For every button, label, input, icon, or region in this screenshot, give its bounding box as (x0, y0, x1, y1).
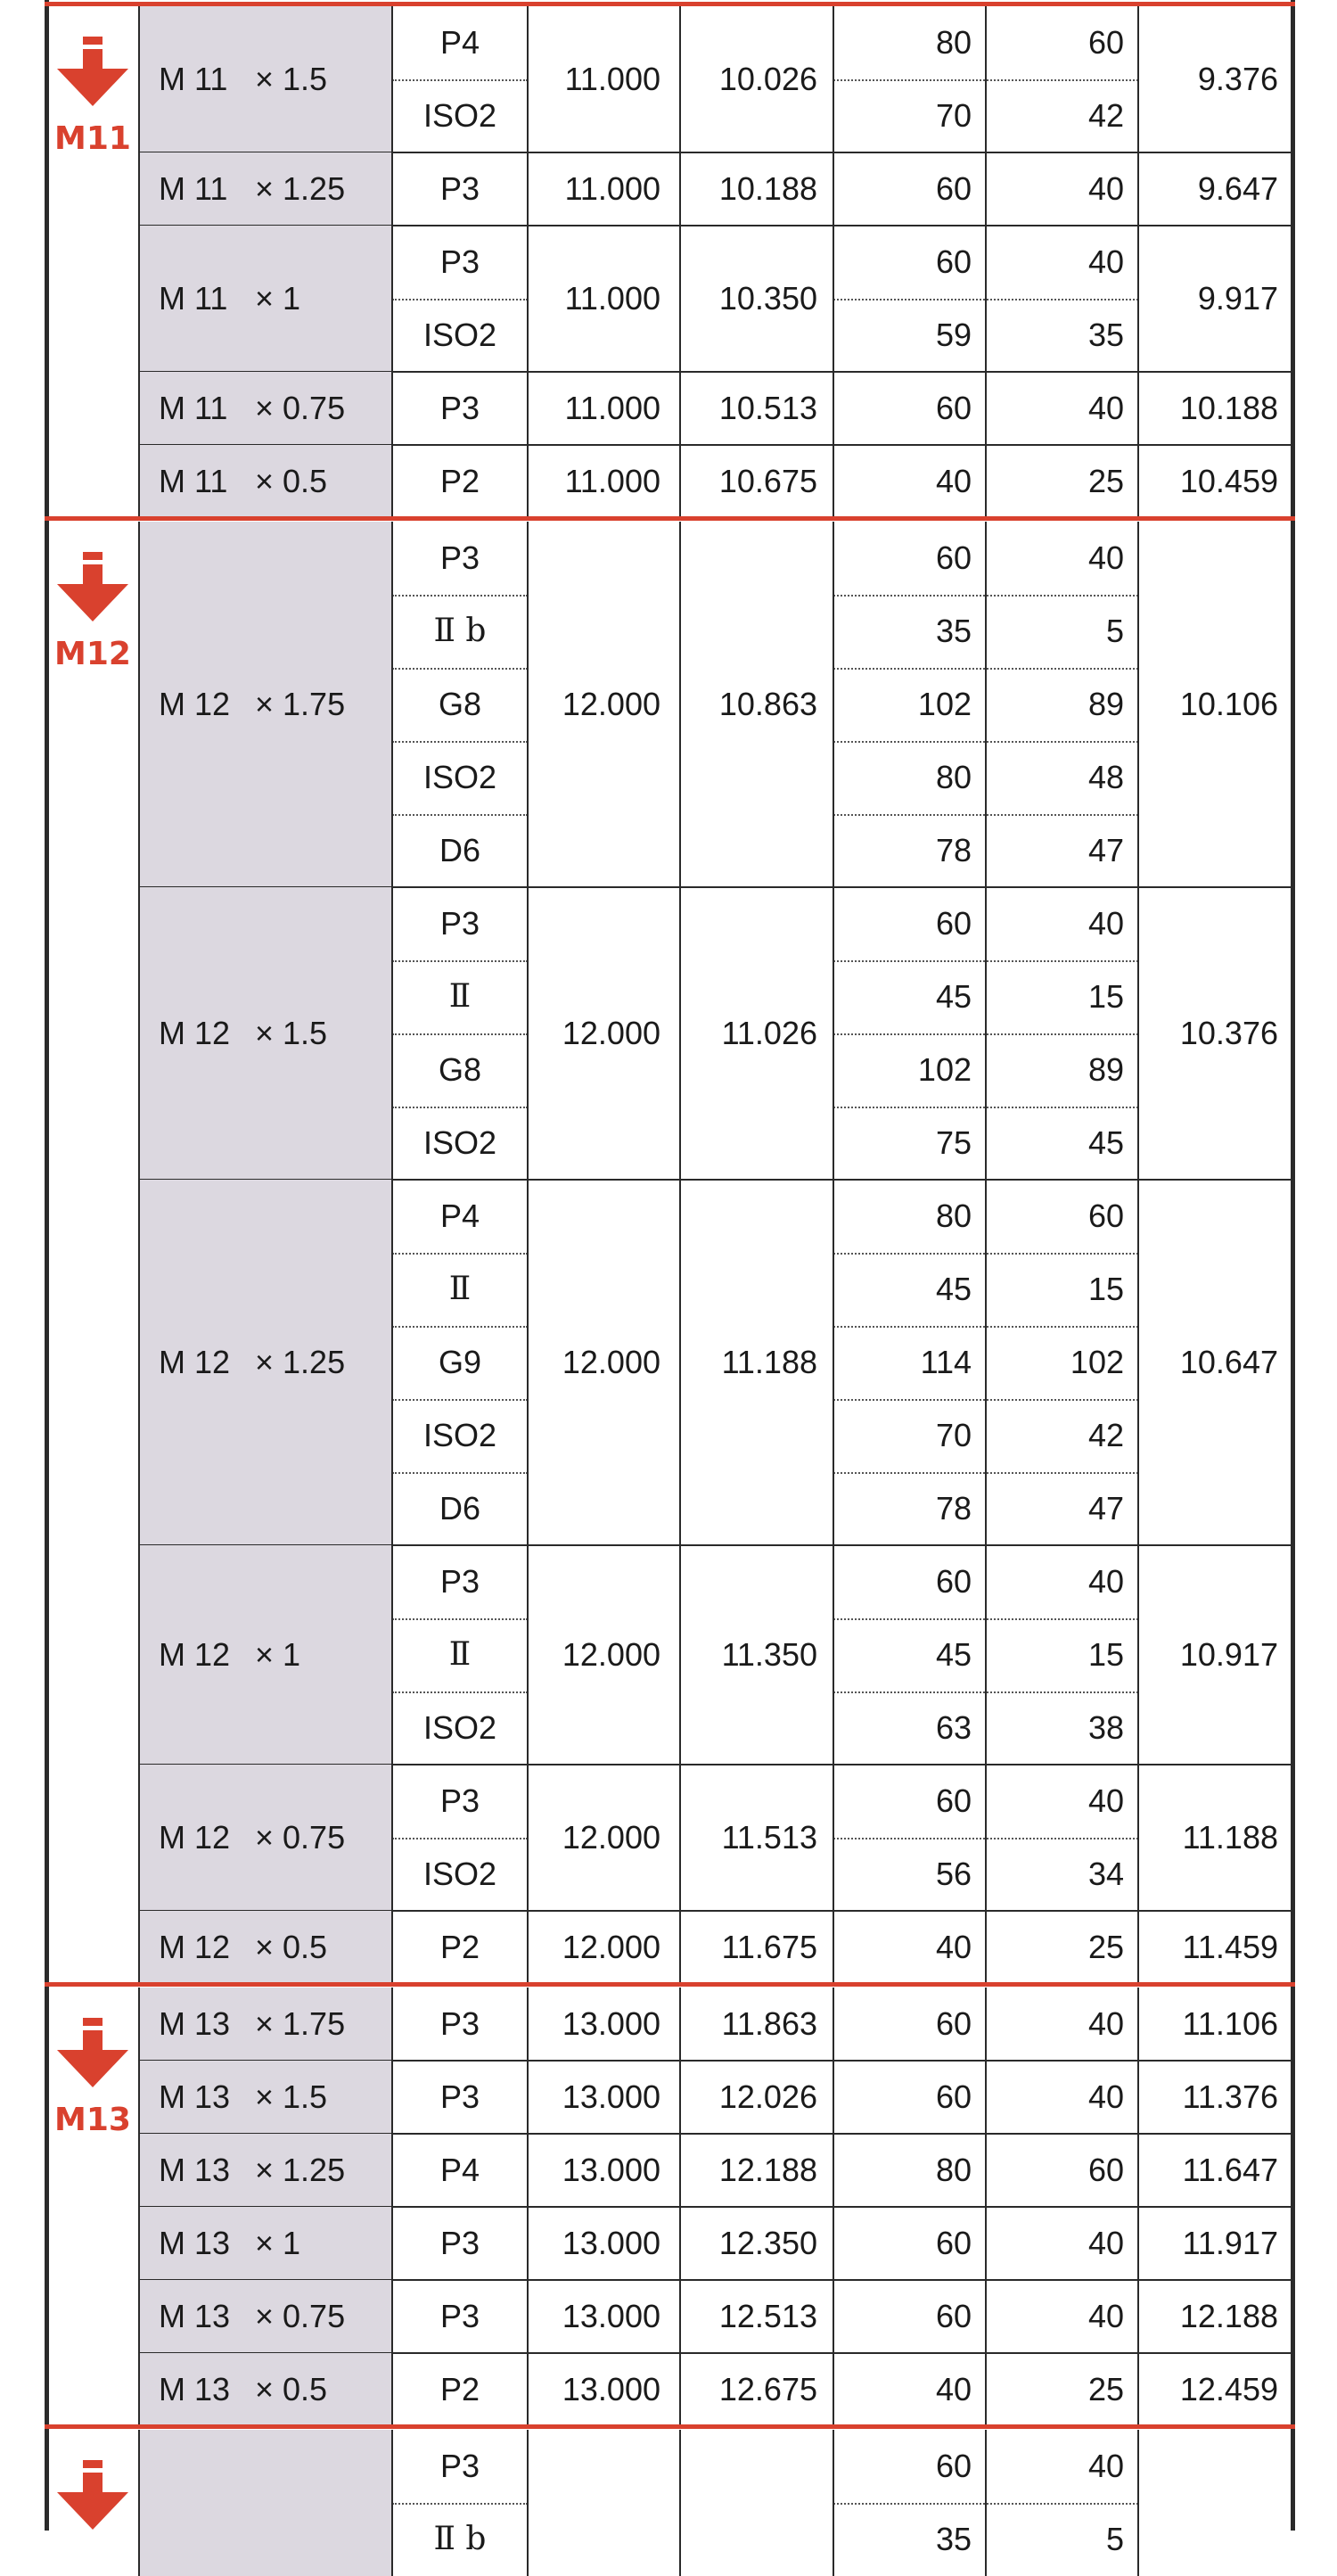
pitch-diameter: 11.513 (721, 1819, 817, 1856)
value-a: 35 (935, 2521, 972, 2557)
value-b: 40 (1087, 539, 1124, 576)
column-divider (527, 2430, 529, 2576)
tolerance-class: D6 (439, 832, 481, 868)
minor-diameter: 10.459 (1179, 463, 1278, 499)
tolerance-class: P2 (439, 1929, 480, 1965)
major-diameter: 12.000 (562, 1819, 660, 1856)
value-a: 80 (935, 759, 972, 795)
size-designation (139, 2353, 392, 2426)
value-a: 45 (935, 1271, 972, 1307)
value-a: 78 (935, 1490, 972, 1527)
tolerance-class: Ⅱ (448, 1636, 472, 1673)
group-label: M13 (54, 2102, 131, 2138)
value-b: 40 (1087, 170, 1124, 207)
size-designation (139, 226, 392, 372)
value-b: 25 (1087, 2371, 1124, 2407)
value-a: 102 (917, 686, 972, 722)
value-a: 60 (935, 2448, 972, 2484)
thread-pitch: × 1.5 (255, 61, 328, 97)
value-b: 35 (1087, 317, 1124, 353)
tolerance-class: ISO2 (422, 759, 497, 795)
tolerance-class: ISO2 (422, 1124, 497, 1161)
value-a: 60 (935, 2225, 972, 2261)
group-label: M11 (54, 120, 131, 157)
minor-diameter: 10.917 (1179, 1636, 1278, 1673)
size-designation (139, 1765, 392, 1911)
group-divider (45, 1982, 1295, 1987)
column-divider (138, 6, 140, 518)
column-divider (985, 2430, 987, 2576)
major-diameter: 13.000 (562, 2078, 660, 2115)
column-divider (985, 6, 987, 518)
minor-diameter: 12.188 (1179, 2298, 1278, 2334)
value-b: 40 (1087, 2225, 1124, 2261)
value-b: 60 (1087, 24, 1124, 61)
size-designation (139, 2134, 392, 2207)
minor-diameter: 11.106 (1182, 2005, 1278, 2042)
minor-diameter: 11.917 (1182, 2225, 1278, 2261)
tolerance-class: P4 (439, 24, 480, 61)
frame-left-border (45, 0, 49, 2531)
group-divider (45, 2424, 1295, 2429)
tolerance-class: D6 (439, 1490, 481, 1527)
thread-pitch: × 1.25 (255, 2152, 346, 2188)
thread-pitch: × 1.75 (255, 686, 346, 722)
column-divider (679, 522, 681, 1984)
column-divider (679, 6, 681, 518)
value-b: 40 (1087, 243, 1124, 280)
tolerance-class: P3 (439, 170, 480, 207)
value-b: 5 (1105, 2521, 1124, 2557)
minor-diameter: 9.917 (1197, 280, 1278, 317)
value-a: 60 (935, 1563, 972, 1600)
tolerance-class: P4 (439, 1197, 480, 1234)
nominal-size: M 12 (159, 1819, 231, 1856)
tolerance-class: ISO2 (422, 1709, 497, 1746)
pitch-diameter: 12.513 (718, 2298, 817, 2334)
column-divider (833, 2430, 834, 2576)
thread-pitch: × 1 (255, 1636, 301, 1673)
nominal-size: M 13 (159, 2005, 231, 2042)
pitch-diameter: 10.513 (718, 390, 817, 426)
value-a: 60 (935, 390, 972, 426)
column-divider (833, 6, 834, 518)
nominal-size: M 11 (159, 463, 228, 499)
thread-pitch: × 1.25 (255, 1344, 346, 1380)
major-diameter: 13.000 (562, 2298, 660, 2334)
size-designation (139, 1911, 392, 1984)
down-arrow-icon (46, 548, 139, 629)
nominal-size: M 13 (159, 2152, 231, 2188)
major-diameter: 12.000 (562, 1636, 660, 1673)
value-b: 15 (1087, 1271, 1124, 1307)
value-a: 60 (935, 2005, 972, 2042)
value-a: 78 (935, 832, 972, 868)
nominal-size: M 11 (159, 61, 228, 97)
value-b: 5 (1105, 613, 1124, 649)
major-diameter: 11.000 (564, 170, 660, 207)
thread-pitch: × 1.25 (255, 170, 346, 207)
value-b: 45 (1087, 1124, 1124, 1161)
value-b: 25 (1087, 1929, 1124, 1965)
value-b: 42 (1087, 97, 1124, 134)
value-b: 40 (1087, 390, 1124, 426)
column-divider (391, 2430, 393, 2576)
value-a: 60 (935, 905, 972, 942)
size-designation (139, 1988, 392, 2061)
tolerance-class: P2 (439, 463, 480, 499)
value-a: 80 (935, 2152, 972, 2188)
column-divider (833, 522, 834, 1984)
column-divider (1137, 1988, 1139, 2426)
value-b: 89 (1087, 686, 1124, 722)
tolerance-class: ISO2 (422, 1417, 497, 1453)
value-b: 40 (1087, 1563, 1124, 1600)
size-designation (139, 1180, 392, 1545)
value-a: 114 (920, 1344, 972, 1380)
pitch-diameter: 12.350 (718, 2225, 817, 2261)
pitch-diameter: 11.026 (721, 1015, 817, 1051)
minor-diameter: 11.188 (1182, 1819, 1278, 1856)
major-diameter: 11.000 (564, 61, 660, 97)
major-diameter: 13.000 (562, 2371, 660, 2407)
tolerance-class: P3 (439, 2448, 480, 2484)
pitch-diameter: 10.026 (718, 61, 817, 97)
minor-diameter: 10.106 (1179, 686, 1278, 722)
size-designation (139, 2061, 392, 2134)
tolerance-class: Ⅱ b (433, 613, 487, 649)
column-divider (527, 522, 529, 1984)
value-a: 45 (935, 978, 972, 1015)
tolerance-class: Ⅱ (448, 1271, 472, 1307)
thread-pitch: × 0.75 (255, 2298, 346, 2334)
value-b: 40 (1087, 2448, 1124, 2484)
value-a: 80 (935, 1197, 972, 1234)
size-designation (139, 887, 392, 1180)
tolerance-class: ISO2 (422, 1856, 497, 1892)
column-divider (985, 522, 987, 1984)
value-a: 102 (917, 1051, 972, 1088)
tolerance-class: G8 (438, 1051, 482, 1088)
value-b: 34 (1087, 1856, 1124, 1892)
value-b: 89 (1087, 1051, 1124, 1088)
value-a: 80 (935, 24, 972, 61)
value-b: 60 (1087, 1197, 1124, 1234)
minor-diameter: 11.459 (1182, 1929, 1278, 1965)
pitch-diameter: 11.188 (721, 1344, 817, 1380)
pitch-diameter: 11.675 (721, 1929, 817, 1965)
column-divider (1137, 522, 1139, 1984)
value-a: 63 (935, 1709, 972, 1746)
column-divider (679, 2430, 681, 2576)
nominal-size: M 13 (159, 2078, 231, 2115)
nominal-size: M 11 (159, 280, 228, 317)
pitch-diameter: 10.863 (718, 686, 817, 722)
tolerance-class: Ⅱ b (433, 2521, 487, 2557)
value-b: 40 (1087, 2298, 1124, 2334)
major-diameter: 11.000 (564, 390, 660, 426)
tolerance-class: P3 (439, 2078, 480, 2115)
nominal-size: M 12 (159, 1015, 231, 1051)
pitch-diameter: 11.863 (721, 2005, 817, 2042)
value-a: 60 (935, 170, 972, 207)
column-divider (1137, 2430, 1139, 2576)
nominal-size: M 11 (159, 390, 228, 426)
tolerance-class: P3 (439, 390, 480, 426)
tolerance-class: P3 (439, 2005, 480, 2042)
value-b: 60 (1087, 2152, 1124, 2188)
major-diameter: 11.000 (564, 463, 660, 499)
value-b: 48 (1087, 759, 1124, 795)
value-b: 38 (1087, 1709, 1124, 1746)
nominal-size: M 13 (159, 2371, 231, 2407)
tolerance-class: P3 (439, 1563, 480, 1600)
group-divider (45, 516, 1295, 521)
value-b: 42 (1087, 1417, 1124, 1453)
nominal-size: M 13 (159, 2225, 231, 2261)
minor-diameter: 9.647 (1197, 170, 1278, 207)
tolerance-class: P3 (439, 2298, 480, 2334)
major-diameter: 12.000 (562, 1929, 660, 1965)
tolerance-class: P3 (439, 243, 480, 280)
value-a: 40 (935, 1929, 972, 1965)
tolerance-class: P3 (439, 1782, 480, 1819)
column-divider (833, 1988, 834, 2426)
pitch-diameter: 12.675 (718, 2371, 817, 2407)
tolerance-class: G8 (438, 686, 482, 722)
value-b: 47 (1087, 1490, 1124, 1527)
tolerance-class: P3 (439, 2225, 480, 2261)
nominal-size: M 12 (159, 1344, 231, 1380)
value-a: 60 (935, 2298, 972, 2334)
pitch-diameter: 11.350 (721, 1636, 817, 1673)
pitch-diameter: 12.188 (718, 2152, 817, 2188)
group-label: M12 (54, 636, 131, 672)
thread-pitch: × 1.5 (255, 2078, 328, 2115)
size-designation (139, 6, 392, 152)
value-b: 15 (1087, 1636, 1124, 1673)
size-designation (139, 445, 392, 518)
column-divider (391, 1988, 393, 2426)
column-divider (391, 522, 393, 1984)
thread-pitch: × 1.75 (255, 2005, 346, 2042)
thread-pitch: × 1 (255, 280, 301, 317)
size-designation (139, 522, 392, 887)
value-a: 60 (935, 243, 972, 280)
thread-pitch: × 1 (255, 2225, 301, 2261)
nominal-size: M 11 (159, 170, 228, 207)
tolerance-class: ISO2 (422, 317, 497, 353)
value-b: 40 (1087, 1782, 1124, 1819)
major-diameter: 13.000 (562, 2005, 660, 2042)
size-designation (139, 2280, 392, 2353)
column-divider (1137, 6, 1139, 518)
value-a: 75 (935, 1124, 972, 1161)
major-diameter: 11.000 (564, 280, 660, 317)
tolerance-class: G9 (438, 1344, 482, 1380)
value-a: 59 (935, 317, 972, 353)
value-a: 60 (935, 2078, 972, 2115)
value-a: 35 (935, 613, 972, 649)
thread-pitch: × 0.5 (255, 1929, 328, 1965)
value-a: 40 (935, 2371, 972, 2407)
column-divider (679, 1988, 681, 2426)
major-diameter: 13.000 (562, 2225, 660, 2261)
tolerance-class: P2 (439, 2371, 480, 2407)
size-designation (139, 372, 392, 445)
nominal-size: M 12 (159, 1929, 231, 1965)
value-b: 25 (1087, 463, 1124, 499)
minor-diameter: 11.376 (1182, 2078, 1278, 2115)
tolerance-class: P3 (439, 539, 480, 576)
column-divider (391, 6, 393, 518)
down-arrow-icon (46, 33, 139, 113)
value-a: 60 (935, 1782, 972, 1819)
nominal-size: M 12 (159, 686, 231, 722)
column-divider (527, 1988, 529, 2426)
down-arrow-icon (46, 2457, 139, 2537)
value-b: 15 (1087, 978, 1124, 1015)
tolerance-class: P4 (439, 2152, 480, 2188)
thread-pitch: × 0.75 (255, 1819, 346, 1856)
minor-diameter: 11.647 (1182, 2152, 1278, 2188)
size-designation (139, 2207, 392, 2280)
value-a: 60 (935, 539, 972, 576)
major-diameter: 13.000 (562, 2152, 660, 2188)
minor-diameter: 10.647 (1179, 1344, 1278, 1380)
value-b: 102 (1070, 1344, 1124, 1380)
column-divider (527, 6, 529, 518)
thread-pitch: × 0.5 (255, 2371, 328, 2407)
column-divider (138, 2430, 140, 2576)
pitch-diameter: 10.350 (718, 280, 817, 317)
value-a: 45 (935, 1636, 972, 1673)
nominal-size: M 13 (159, 2298, 231, 2334)
pitch-diameter: 12.026 (718, 2078, 817, 2115)
minor-diameter: 10.188 (1179, 390, 1278, 426)
pitch-diameter: 10.188 (718, 170, 817, 207)
minor-diameter: 10.376 (1179, 1015, 1278, 1051)
major-diameter: 12.000 (562, 1015, 660, 1051)
minor-diameter: 12.459 (1179, 2371, 1278, 2407)
value-b: 47 (1087, 832, 1124, 868)
tolerance-class: P3 (439, 905, 480, 942)
tolerance-class: ISO2 (422, 97, 497, 134)
value-a: 70 (935, 97, 972, 134)
tolerance-class: Ⅱ (448, 978, 472, 1015)
pitch-diameter: 10.675 (718, 463, 817, 499)
major-diameter: 12.000 (562, 1344, 660, 1380)
value-a: 40 (935, 463, 972, 499)
down-arrow-icon (46, 2014, 139, 2095)
major-diameter: 12.000 (562, 686, 660, 722)
minor-diameter: 9.376 (1197, 61, 1278, 97)
column-divider (138, 1988, 140, 2426)
thread-pitch: × 1.5 (255, 1015, 328, 1051)
size-cell (139, 2430, 392, 2576)
value-b: 40 (1087, 2078, 1124, 2115)
value-b: 40 (1087, 905, 1124, 942)
thread-pitch: × 0.75 (255, 390, 346, 426)
size-designation (139, 1545, 392, 1765)
nominal-size: M 12 (159, 1636, 231, 1673)
value-b: 40 (1087, 2005, 1124, 2042)
value-a: 70 (935, 1417, 972, 1453)
column-divider (138, 522, 140, 1984)
value-a: 56 (935, 1856, 972, 1892)
size-designation (139, 152, 392, 226)
column-divider (985, 1988, 987, 2426)
thread-pitch: × 0.5 (255, 463, 328, 499)
